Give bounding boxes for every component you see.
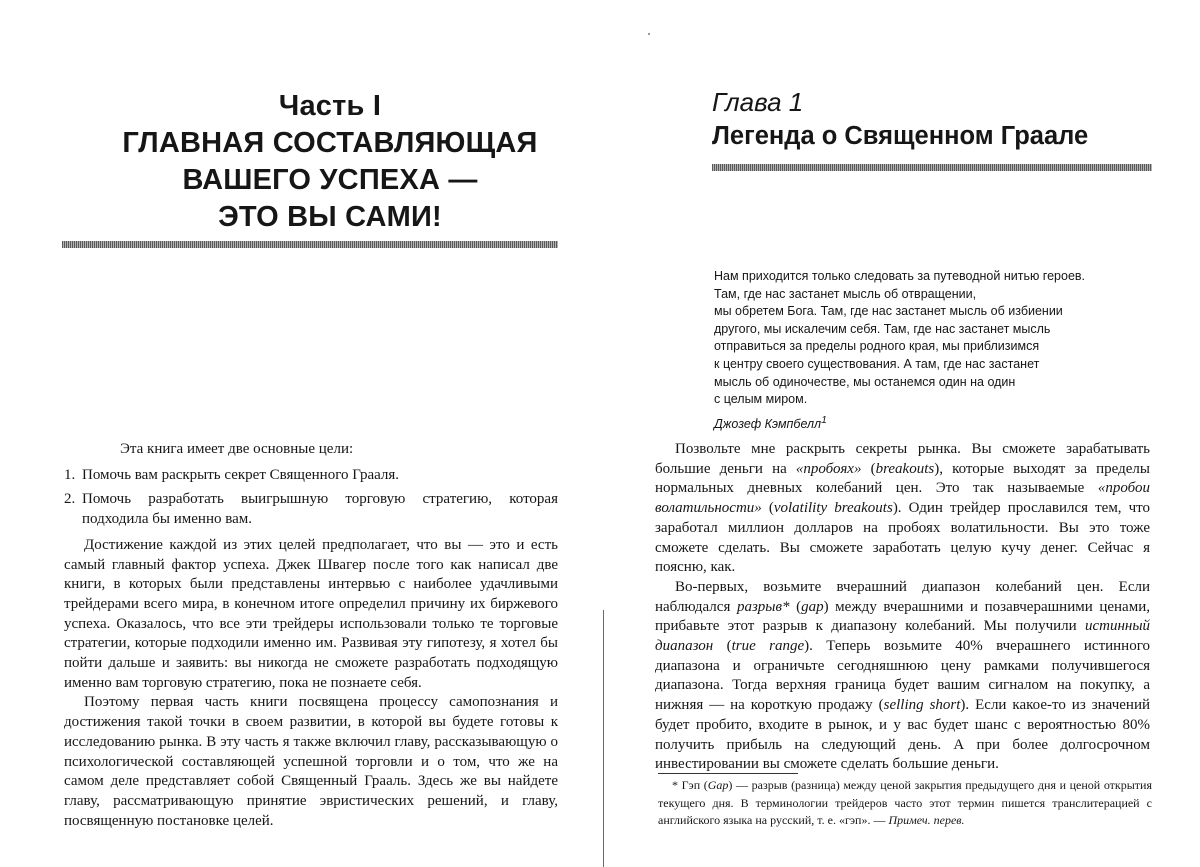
epigraph xyxy=(714,268,1124,434)
part-title-line-2: ВАШЕГО УСПЕХА — xyxy=(182,164,478,196)
italic-term: разрыв* xyxy=(736,598,790,615)
text-run: ) между вчерашними и позавчерашними ценами, прибавьте этот разрыв к диапазону колебаний. Мы получили xyxy=(655,598,1150,635)
chapter-title-rule xyxy=(712,164,1152,171)
page-spine-divider xyxy=(603,610,604,867)
heading-underline-rule xyxy=(62,241,558,248)
list-item-number: 1. xyxy=(64,466,76,483)
epigraph-author xyxy=(714,412,1124,434)
list-item-text: Помочь разработать выигрышную торговую стратегию, которая подходила бы именно вам. xyxy=(82,491,558,528)
body-paragraph xyxy=(655,578,1150,775)
italic-term: gap xyxy=(801,598,824,615)
text-run: * Гэп ( xyxy=(672,778,708,792)
epigraph-author-name: Джозеф Кэмпбелл xyxy=(714,416,822,431)
italic-term: «пробоях» xyxy=(795,460,862,477)
part-heading xyxy=(70,88,590,236)
list-item-text: Помочь вам раскрыть секрет Священного Грааля. xyxy=(82,466,400,483)
part-title-line-1: ГЛАВНАЯ СОСТАВЛЯЮЩАЯ xyxy=(122,127,538,159)
text-run: ). Если какое-то из значений будет пробито, входите в рынок, и у вас будет шанс с вероятностью 80% получить прибыль на следующий день. А при более долгосрочном инвестировании вы сможете сделать большие деньги. xyxy=(655,697,1151,773)
italic-term: истинный диапазон xyxy=(655,618,1150,655)
italic-term: Примеч. перев. xyxy=(888,813,965,827)
italic-term: «пробои волатильности» xyxy=(655,480,1150,517)
text-run: ( xyxy=(789,598,802,615)
right-page-body xyxy=(655,440,1150,775)
italic-term: volatility breakouts xyxy=(773,500,893,517)
body-paragraph: Достижение каждой из этих целей предполагает, что вы — это и есть самый главный фактор успеха. Джек Швагер после того как написал две книги, в которых были представлены интервью с наиболее удачливыми трейдерами всего мира, в конечном итоге определил причину их биржевого успеха. Оказалось, что все эти трейдеры использовали только те торговые стратегии, которые подходили именно им. Развивая эту гипотезу, я хотел бы пойти дальше и заявить: вы никогда не сможете разработать подходящую именно вам торговую стратегию, пока не познаете себя. xyxy=(64,536,558,691)
text-run: ), которые выходят за пределы нормальных дневных колебаний цен. Это так называемые xyxy=(655,460,1150,497)
epigraph-line: другого, мы искалечим себя. Там, где нас застанет мысль xyxy=(714,321,1051,336)
left-page-body xyxy=(64,440,558,831)
epigraph-line: мысль об одиночестве, мы останемся один на один xyxy=(714,374,1016,389)
list-item-number: 2. xyxy=(64,491,76,508)
epigraph-line: с целым миром. xyxy=(714,392,808,407)
body-paragraph: Поэтому первая часть книги посвящена процессу самопознания и достижения такой точки в своем развитии, в которой вы будете готовы к исследованию рынка. В эту часть я также включил главу, рассказывающую о психологической составляющей успешной торговли и о том, что же на самом деле представляет собой Священный Грааль. Здесь же вы найдете главу, рассматривающую принятие эвристических решений, и главу, посвященную постановке целей. xyxy=(64,694,558,829)
list-item xyxy=(64,466,558,486)
list-item xyxy=(64,490,558,529)
italic-term: breakouts xyxy=(875,460,935,477)
footnote-separator xyxy=(658,773,798,774)
text-run: Во-первых, возьмите вчерашний диапазон колебаний цен. Если наблюдался xyxy=(655,578,1150,615)
part-title-line-3: ЭТО ВЫ САМИ! xyxy=(218,201,442,233)
chapter-label: Глава 1 xyxy=(712,87,804,117)
italic-term: true range xyxy=(731,638,805,655)
goals-intro: Эта книга имеет две основные цели: xyxy=(120,441,354,457)
text-run: ( xyxy=(713,638,732,655)
italic-term: selling short xyxy=(883,697,961,714)
epigraph-line: Нам приходится только следовать за путеводной нитью героев. xyxy=(714,269,1086,283)
body-paragraph xyxy=(655,440,1150,578)
epigraph-line: к центру своего существования. А там, где нас застанет xyxy=(714,356,1040,371)
text-run: ( xyxy=(761,500,774,517)
text-run: ). Теперь возьмите 40% вчерашнего истинного диапазона и ограничьте сегодняшнюю цену рамками получившегося диапазона. Тогда верхняя граница будет вашим сигналом на покупку, а нижняя — на короткую продажу ( xyxy=(655,638,1150,714)
text-run: Позвольте мне раскрыть секреты рынка. Вы сможете зарабатывать большие деньги на xyxy=(655,441,1150,477)
italic-term: Gap xyxy=(707,778,729,792)
text-run: ) — разрыв (разница) между ценой закрытия предыдущего дня и ценой открытия текущего дня. В терминологии трейдеров часто этот термин пишется транслитерацией с английского языка на русский, т. е. «гэп». — xyxy=(658,778,1152,827)
part-number: Часть I xyxy=(278,90,382,122)
epigraph-line: мы обретем Бога. Там, где нас застанет мысль об избиении xyxy=(714,304,1063,319)
text-run: ). Один трейдер прославился тем, что заработал миллион долларов на пробоях волатильности. Вы это тоже сможете сделать. Вы сможете заработать целую кучу денег. Сейчас я поясню, как. xyxy=(655,500,1151,576)
epigraph-line: Там, где нас застанет мысль об отвращении, xyxy=(714,286,977,301)
text-run: ( xyxy=(861,460,876,477)
epigraph-footnote-marker: 1 xyxy=(821,414,827,426)
footnote xyxy=(658,777,1152,830)
epigraph-line: отправиться за пределы родного края, мы приблизимся xyxy=(714,339,1040,354)
goals-list xyxy=(64,466,558,530)
left-page xyxy=(0,0,598,867)
chapter-title: Легенда о Священном Граале xyxy=(712,122,1089,150)
